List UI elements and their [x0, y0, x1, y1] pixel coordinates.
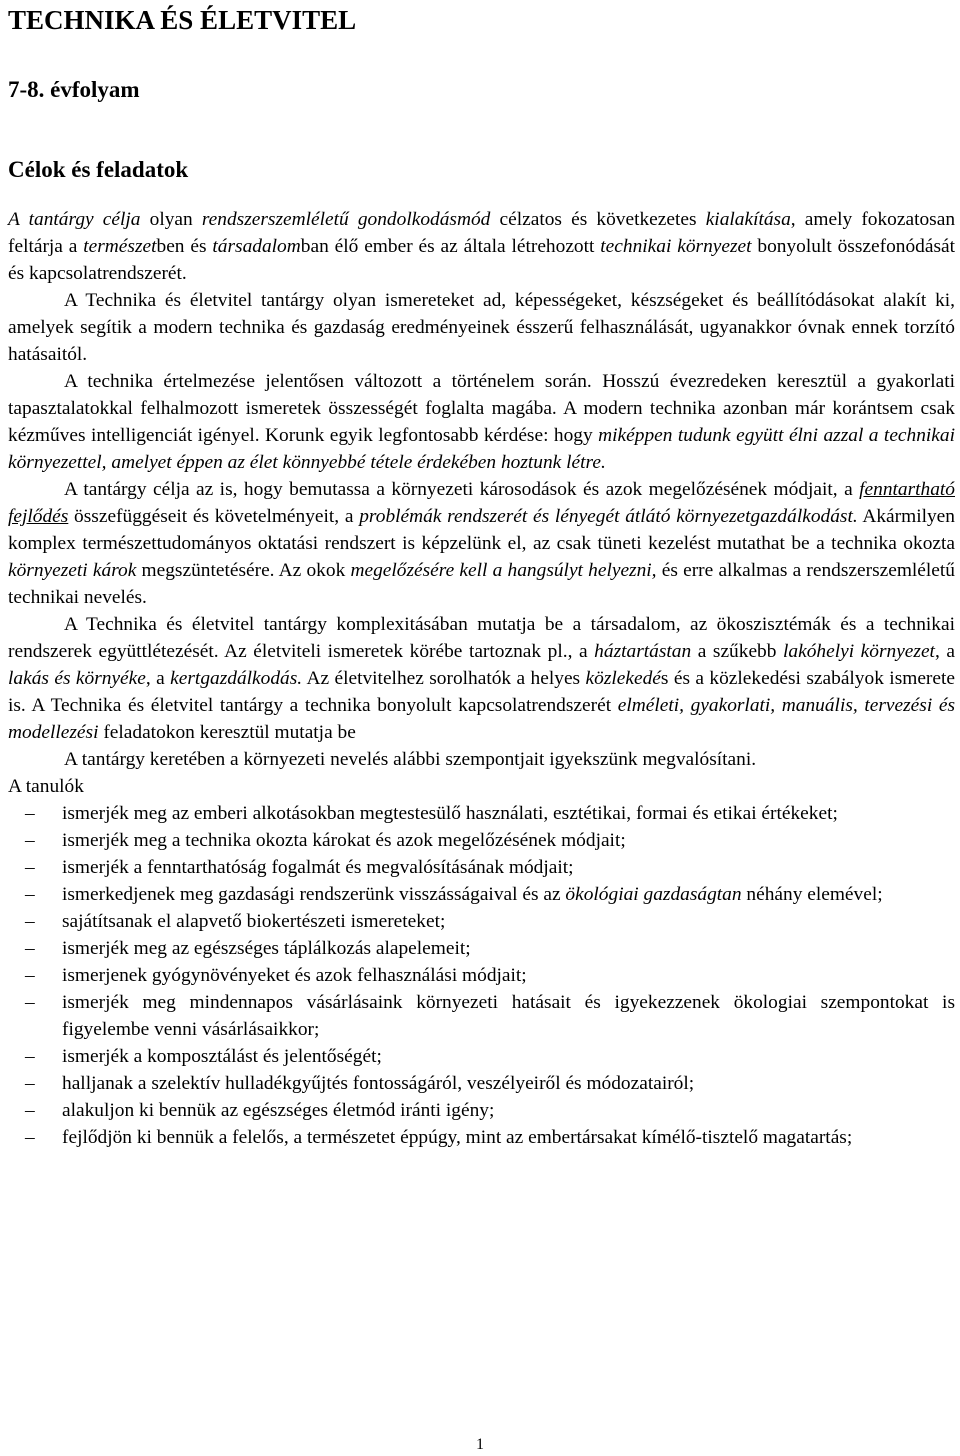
text-run: ismerjenek gyógynövényeket és azok felhasználási módjait; [62, 965, 527, 986]
text-run: ismerjék meg az egészséges táplálkozás alapelemeit; [62, 938, 471, 959]
list-item [8, 827, 955, 854]
dash-bullet: – [25, 803, 35, 824]
body-text [8, 206, 955, 1151]
emphasis-text: ökológiai gazdaságtan [565, 884, 742, 905]
text-run: Akármilyen komplex természettudományos oktatási rendszert is képzelünk el, az csak tüneti kezelést mutathat be a technika okozta [8, 506, 955, 554]
objectives-list [8, 800, 955, 1151]
list-item [8, 1043, 955, 1070]
text-run: , a [145, 668, 171, 689]
text-run: néhány elemével; [741, 884, 883, 905]
page-number: 1 [476, 1436, 484, 1453]
list-item [8, 989, 955, 1043]
text-run: olyan [140, 209, 202, 230]
paragraph [8, 206, 955, 287]
text-run: ismerjék meg mindennapos vásárlásaink környezeti hatásait és igyekezzenek ökologiai szempontokat is figyelembe venni vásárlásaikkor; [62, 992, 955, 1040]
text-run: sajátítsanak el alapvető biokertészeti ismereteket; [62, 911, 446, 932]
text-run: , a [934, 641, 955, 662]
paragraph-list [8, 206, 955, 800]
text-run: ismerjék meg a technika okozta károkat és azok megelőzésének módjait; [62, 830, 626, 851]
list-item [8, 908, 955, 935]
dash-bullet: – [25, 1046, 35, 1067]
emphasis-text: természet [83, 236, 157, 257]
dash-bullet: – [25, 830, 35, 851]
text-run: , amely fokozatosan feltárja a [8, 209, 956, 257]
text-run: ismerjék a komposztálást és jelentőségét; [62, 1046, 382, 1067]
text-run: fejlődjön ki bennük a felelős, a természetet éppúgy, mint az embertársakat kímélő-tisztelő magatartás; [62, 1127, 853, 1148]
text-run: A Technika és életvitel tantárgy komplexitásában mutatja be a társadalom, az ökoszisztémák és a technikai rendszerek együttlétezését. Az életviteli ismeretek körébe tartoznak pl., a [8, 614, 955, 662]
list-item [8, 800, 955, 827]
text-run: megszüntetésére. Az okok [136, 560, 351, 581]
text-run: ben és [156, 236, 213, 257]
paragraph [8, 476, 955, 611]
dash-bullet: – [25, 992, 35, 1013]
list-item [8, 881, 955, 908]
text-run: Az életvitelhez sorolhatók a helyes [302, 668, 586, 689]
emphasis-text: elméleti, gyakorlati, manuális, tervezési és modellezési [8, 695, 955, 743]
text-run: A tantárgy célja az is, hogy bemutassa a környezeti károsodások és azok megelőzésének módjait, a [64, 479, 860, 500]
text-run: célzatos és következetes [490, 209, 706, 230]
text-run: ismerkedjenek meg gazdasági rendszerünk visszásságaival és az [62, 884, 566, 905]
text-run: alakuljon ki bennük az egészséges életmód iránti igény; [62, 1100, 495, 1121]
dash-bullet: – [25, 1100, 35, 1121]
emphasis-text: miképpen tudunk együtt élni azzal a technikai környezettel, amelyet éppen az élet könnyebbé tétele érdekében hoztunk létre. [8, 425, 955, 473]
text-run: és erre alkalmas a rendszerszemléletű technikai nevelés. [8, 560, 955, 608]
dash-bullet: – [25, 911, 35, 932]
text-run: A Technika és életvitel tantárgy olyan ismereteket ad, képességeket, készségeket és beállítódásokat alakít ki, amelyek segítik a modern technika és gazdaság eredményeinek ésszerű felhasználását, ugyanakkor óvnak ennek torzító hatásaitól. [8, 290, 955, 365]
dash-bullet: – [25, 938, 35, 959]
list-item [8, 1124, 955, 1151]
emphasis-text: közlekedé [585, 668, 661, 689]
text-run: ismerjék a fenntarthatóság fogalmát és megvalósításának módjait; [62, 857, 574, 878]
text-run: A technika értelmezése jelentősen változott a történelem során. Hosszú évezredeken keresztül a gyakorlati tapasztalatokkal felhalmozott ismeretek összességét foglalta magába. A modern technika azonban már korántsem csak kézműves intelligenciát igényel. Korunk egyik legfontosabb kérdése: hogy [8, 371, 955, 446]
emphasis-text: problémák rendszerét és lényegét átlátó környezetgazdálkodást. [359, 506, 858, 527]
dash-bullet: – [25, 884, 35, 905]
text-run: A tanulók [8, 776, 84, 797]
text-run: bonyolult összefonódását és kapcsolatrendszerét. [8, 236, 955, 284]
section-heading: Célok és feladatok [8, 157, 189, 182]
paragraph [8, 368, 955, 476]
dash-bullet: – [25, 857, 35, 878]
emphasis-text: háztartástan [594, 641, 692, 662]
list-item [8, 854, 955, 881]
paragraph [8, 287, 955, 368]
emphasis-text: kertgazdálkodás. [170, 668, 303, 689]
paragraph [8, 746, 955, 773]
text-run: A tantárgy keretében a környezeti nevelés alábbi szempontjait igyekszünk megvalósítani. [64, 749, 757, 770]
text-run: feladatokon keresztül mutatja be [98, 722, 356, 743]
grade-heading: 7-8. évfolyam [8, 77, 140, 102]
emphasis-text: A tantárgy célja [8, 209, 141, 230]
text-run: halljanak a szelektív hulladékgyűjtés fontosságáról, veszélyeiről és módozatairól; [62, 1073, 695, 1094]
emphasis-text: technikai környezet [600, 236, 752, 257]
dash-bullet: – [25, 1073, 35, 1094]
emphasis-text: fenntartható fejlődés [8, 479, 955, 527]
list-item [8, 1070, 955, 1097]
list-item [8, 962, 955, 989]
text-run: s és a közlekedési szabályok ismerete is. A Technika és életvitel tantárgy a technika bonyolult kapcsolatrendszerét [8, 668, 955, 716]
emphasis-text: kialakítása [705, 209, 791, 230]
text-run: összefüggéseit és követelményeit, a [68, 506, 360, 527]
emphasis-text: társadalom [212, 236, 301, 257]
emphasis-text: lakás és környéke [8, 668, 146, 689]
emphasis-text: rendszerszemléletű gondolkodásmód [201, 209, 491, 230]
emphasis-text: megelőzésére kell a hangsúlyt helyezni, [350, 560, 657, 581]
paragraph [8, 611, 955, 746]
list-item [8, 1097, 955, 1124]
emphasis-text: környezeti károk [8, 560, 137, 581]
document-title: TECHNIKA ÉS ÉLETVITEL [8, 5, 357, 35]
text-run: a szűkebb [691, 641, 784, 662]
text-run: ban élő ember és az általa létrehozott [300, 236, 601, 257]
emphasis-text: lakóhelyi környezet [783, 641, 935, 662]
dash-bullet: – [25, 1127, 35, 1148]
list-item [8, 935, 955, 962]
text-run: ismerjék meg az emberi alkotásokban megtestesülő használati, esztétikai, formai és etikai értékeket; [62, 803, 838, 824]
dash-bullet: – [25, 965, 35, 986]
paragraph [8, 773, 955, 800]
